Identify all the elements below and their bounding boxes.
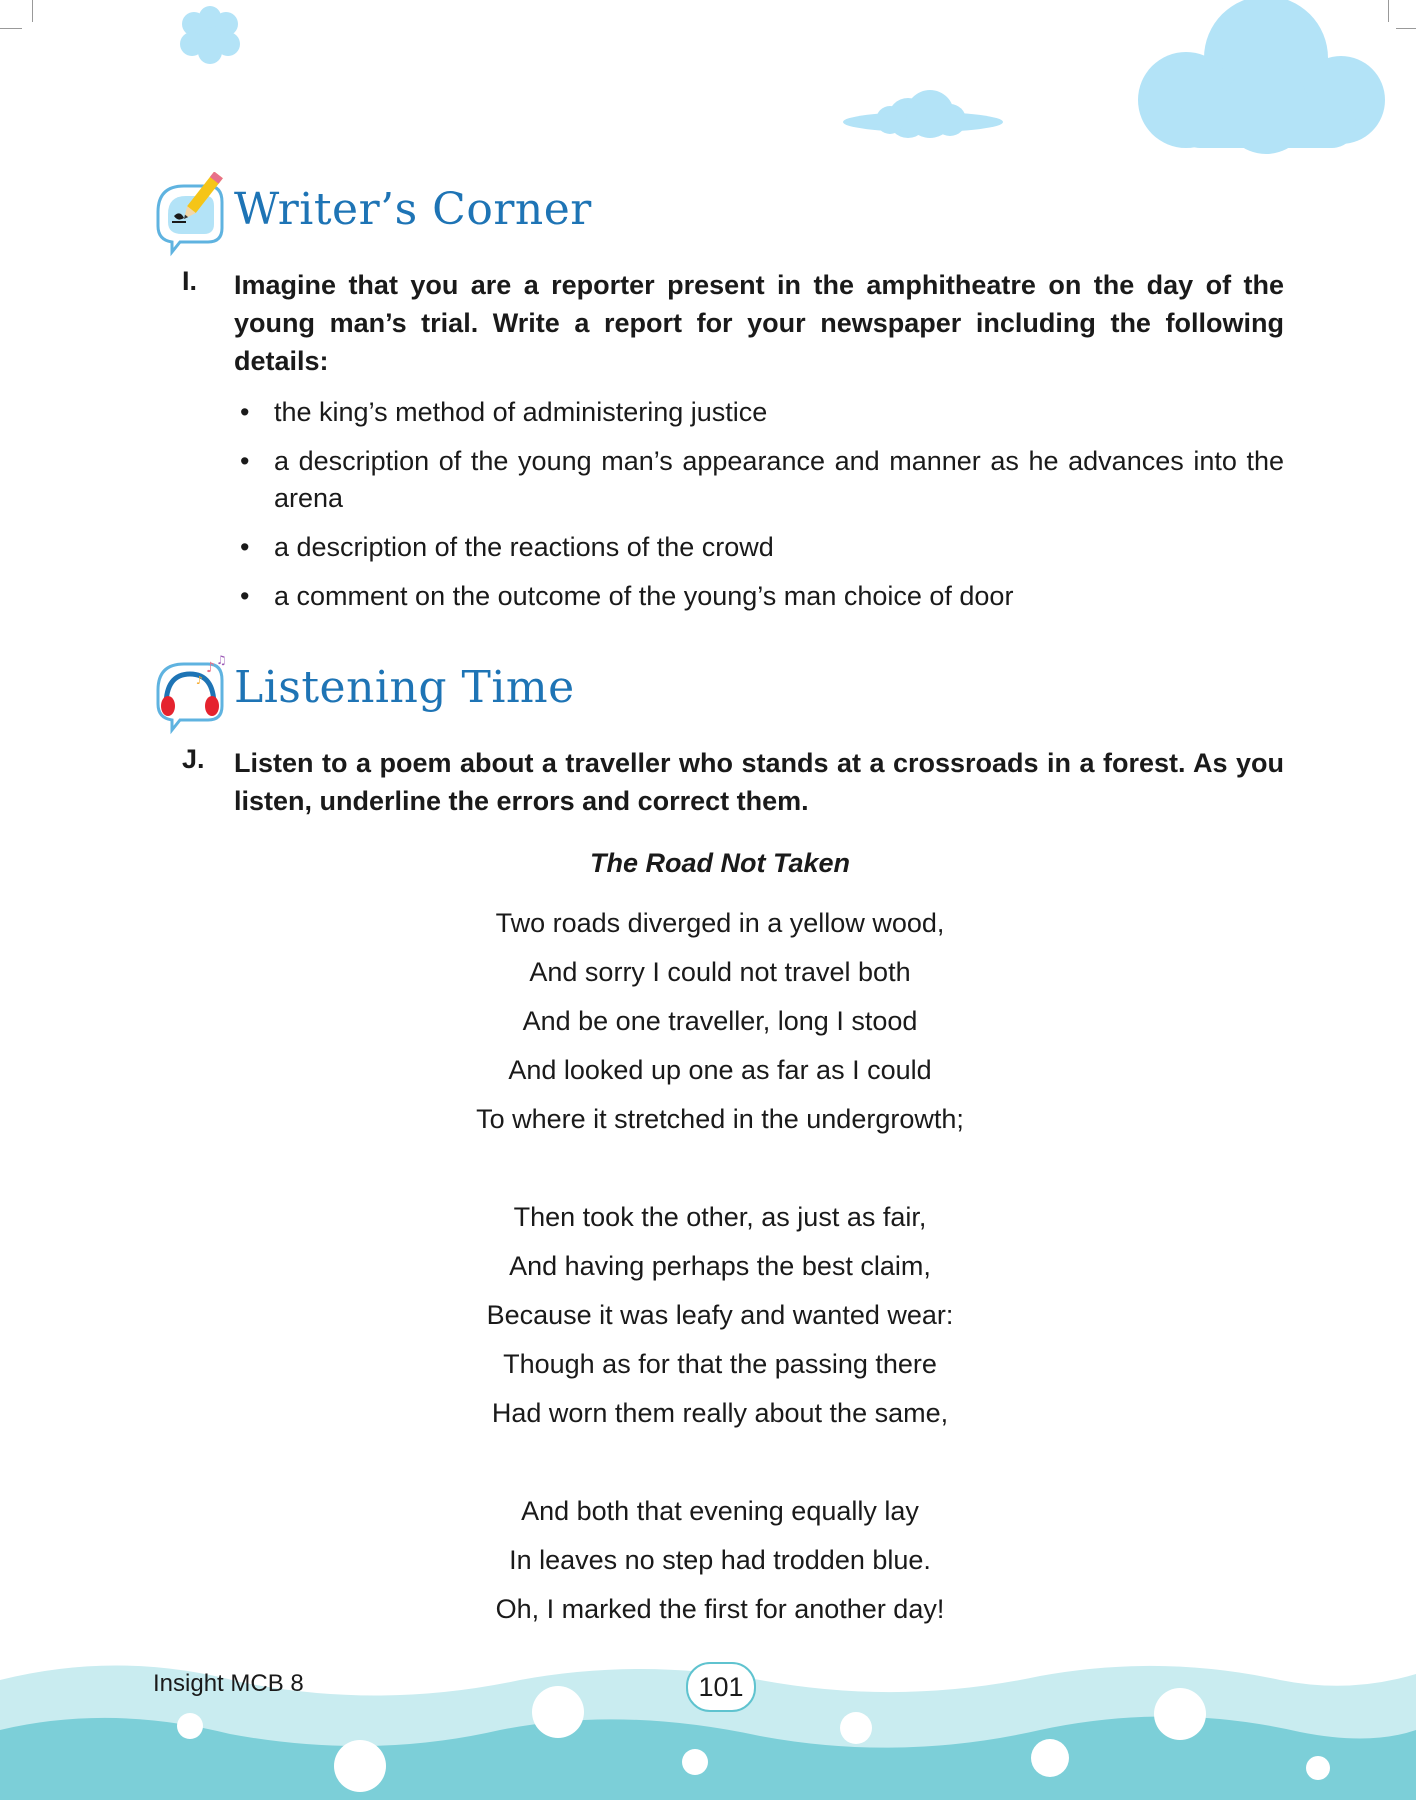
- small-cloud-decoration: [838, 90, 1008, 150]
- question-j: [182, 744, 1284, 824]
- stanza-gap: [0, 1144, 1416, 1193]
- crop-mark-right-h: [1396, 28, 1416, 29]
- section-title: Listening Time: [234, 662, 575, 713]
- question-text: Imagine that you are a reporter present in the amphitheatre on the day of the young man’s trial. Write a report for your newspaper including the following details:: [234, 270, 1284, 376]
- list-item: • the king’s method of administering justice: [236, 394, 1284, 431]
- svg-text:♫: ♫: [216, 653, 227, 667]
- poem-line: Oh, I marked the first for another day!: [495, 1594, 945, 1624]
- stanza: [0, 1193, 1416, 1438]
- writers-corner-heading: [150, 172, 850, 262]
- poem-line: Had worn them really about the same,: [491, 1398, 949, 1428]
- list-item: • a description of the reactions of the crowd: [236, 529, 1284, 566]
- poem-line: And be one traveller, long I stood: [522, 1006, 918, 1036]
- crop-mark-left-h: [0, 28, 22, 29]
- stanza: [0, 899, 1416, 1144]
- book-title: Insight MCB 8: [153, 1670, 304, 1697]
- large-cloud-decoration: [1116, 0, 1388, 160]
- details-bullet-list: [236, 394, 1284, 627]
- flower-cloud-decoration: [170, 4, 250, 66]
- question-i: [182, 266, 1284, 386]
- crop-mark-left: [32, 0, 33, 22]
- svg-text:♪: ♪: [206, 660, 215, 676]
- bullet-icon: •: [240, 532, 250, 562]
- pencil-speech-bubble-icon: [150, 172, 230, 262]
- headphones-music-icon: [150, 650, 230, 740]
- poem-line: And looked up one as far as I could: [508, 1055, 932, 1085]
- bullet-icon: •: [240, 397, 250, 427]
- list-item: • a comment on the outcome of the young’s man choice of door: [236, 578, 1284, 615]
- section-title: Writer’s Corner: [234, 184, 592, 235]
- bullet-icon: •: [240, 446, 250, 476]
- poem-line: In leaves no step had trodden blue.: [509, 1545, 931, 1575]
- question-label: I.: [182, 266, 198, 296]
- poem-body: [0, 899, 1416, 1634]
- poem-line: Then took the other, as just as fair,: [513, 1202, 927, 1232]
- poem-title: The Road Not Taken: [589, 848, 851, 878]
- poem-line: And sorry I could not travel both: [529, 957, 911, 987]
- poem-line: To where it stretched in the undergrowth;: [476, 1104, 964, 1134]
- poem-line: And both that evening equally lay: [521, 1496, 919, 1526]
- listening-time-heading: [150, 650, 850, 740]
- stanza-gap: [0, 1438, 1416, 1487]
- poem-line: And having perhaps the best claim,: [509, 1251, 931, 1281]
- svg-text:♪: ♪: [196, 674, 204, 687]
- bullet-icon: •: [240, 581, 250, 611]
- poem-line: Two roads diverged in a yellow wood,: [495, 908, 945, 938]
- stanza: [0, 1487, 1416, 1634]
- poem-line: Though as for that the passing there: [503, 1349, 937, 1379]
- page-number: 101: [686, 1662, 756, 1712]
- poem-line: Because it was leafy and wanted wear:: [486, 1300, 954, 1330]
- question-text: Listen to a poem about a traveller who stands at a crossroads in a forest. As you listen, underline the errors and correct them.: [234, 748, 1284, 816]
- question-label: J.: [182, 744, 205, 774]
- crop-mark-right: [1388, 0, 1389, 22]
- list-item: • a description of the young man’s appearance and manner as he advances into the arena: [236, 443, 1284, 517]
